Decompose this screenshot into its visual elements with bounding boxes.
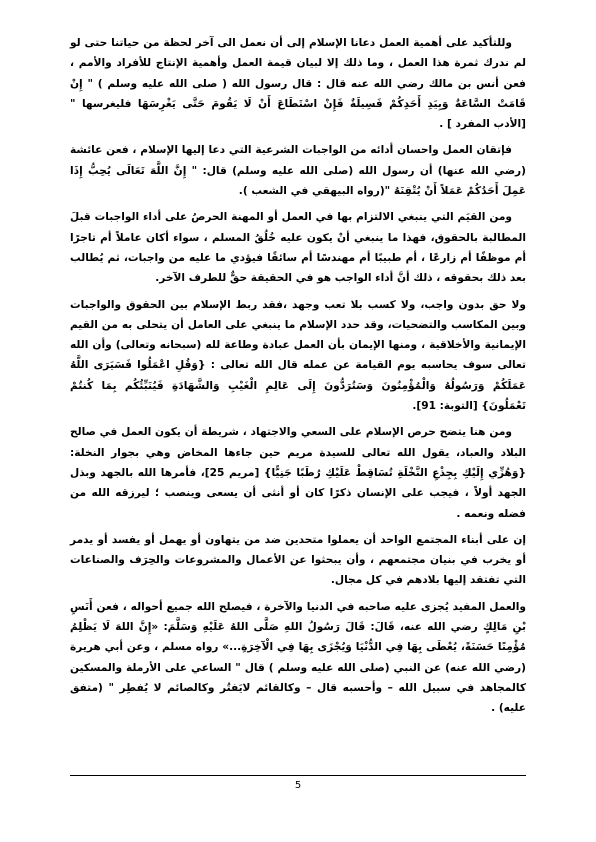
paragraph-reward-of-work: والعمل المفيد يُجزى عليه صاحبه في الدنيا والآخرة ، فيصلح الله جميع أحواله ، فعن أَنَسِ بْنِ مَالِكٍ رضي الله عنه، قَالَ: قَالَ رَسُولُ اللهِ صَلَّى اللهُ عَلَيْهِ وَسَلَّمَ: «إِنَّ اللهَ لَا يَظْلِمُ مُؤْمِنًا حَسَنَةً، يُعْطَى بِهَا فِي الدُّنْيَا وَيُجْزَى بِهَا فِي الْآخِرَةِ...» رواه مسلم ، وعن أبي هريرة (رضي الله عنه) عن النبي (صلى الله عليه وسلم ) قال " الساعي على الأرملة والمسكين كالمجاهد في سبيل الله – وأحسبه قال – وكالقائم لايَفتُر وكالصائم لا يُفطِر " (متفق عليه) .: [70, 600, 526, 715]
paragraph-rights-and-duties: ولا حق بدون واجب، ولا كسب بلا تعب وجهد ،فقد ربط الإسلام بين الحقوق والواجبات وبين المكاسب والتضحيات، وقد حدد الإسلام ما ينبغي على العامل أن يتحلى به من القيم الإيمانية والأخلاقية ، ومنها الإيمان بأن العمل عبادة وطاعة لله (سبحانه وتعالى) وأن الله تعالى سوف يحاسبه يوم القيامة عن عمله قال الله تعالى : {وَقُلِ اعْمَلُوا فَسَيَرَى اللَّهُ عَمَلَكُمْ وَرَسُولُهُ وَالْمُؤْمِنُونَ وَسَتُرَدُّونَ إِلَى عَالِمِ الْغَيْبِ وَالشَّهَادَةِ فَيُنَبِّئُكُم بِمَا كُنتُمْ تَعْمَلُونَ} [التوبة: 91].: [70, 298, 526, 413]
paragraph-work-importance: وللتأكيد على أهمية العمل دعانا الإسلام إلى أن نعمل الى آخر لحظة من حياتنا حتى لو لم ندرك ثمرة هذا العمل ، وما ذلك إلا لبيان قيمة العمل وأهمية الإنتاج للأفراد والأمم ، فعن أنس بن مالك رضي الله عنه قال : قال رسول الله ( صلى الله عليه وسلم ) " إِنْ قَامَتْ السَّاعَةُ وَبِيَدِ أَحَدِكُمْ فَسِيلَةٌ فَإِنْ اسْتَطَاعَ أَنْ لَا يَقُومَ حَتَّى يَغْرِسَهَا فليغرسها " [الأدب المفرد ] .: [70, 37, 526, 131]
paragraph-community-unity: إن على أبناء المجتمع الواحد أن يعملوا متحدين ضد من يتهاون أو يهمل أو يفسد أو يدمر أو يخرب في بنيان مجتمعهم ، وأن يبحثوا عن الأعمال والمشروعات والحِرَف والصناعات التي تفتقد إليها بلادهم في كل مجال.: [70, 533, 526, 587]
paragraph-work-perfection: فإتقان العمل واحسان أدائه من الواجبات الشرعية التي دعا إليها الإسلام ، فعن عائشة (رضي الله عنها) أن رسول الله (صلى الله عليه وسلم) قال: " إِنَّ اللَّهَ تَعَالَى يُحِبُّ إِذَا عَمِلَ أَحَدُكُمْ عَمَلاً أَنْ يُتْقِنَهُ "(رواه البيهقي في الشعب ).: [70, 144, 526, 198]
paragraph-effort-and-striving: ومن هنا يتضح حرص الإسلام على السعي والاجتهاد ، شريطة أن يكون العمل في صالح البلاد والعباد، يقول الله تعالى للسيدة مريم حين جاءها المخاض وهي بجوار النخلة: {وَهُزِّي إِلَيْكِ بِجِذْعِ النَّخْلَةِ تُسَاقِطْ عَلَيْكِ رُطَبًا جَنِيًّا} [مريم 25]، فأمرها الله بالجهد وبذل الجهد أولاً ، فيجب على الإنسان ذكرًا كان أو أنثى أن يسعى وينصب ؛ ليرزقه الله من فضله ونعمه .: [70, 426, 527, 520]
paragraph-duties-before-rights: ومن القيَم التي ينبغي الالتزام بها في العمل أو المهنة الحرصُ على أداء الواجبات قبلَ المطالبة بالحقوق، فهذا ما ينبغي أنْ يكون عليه خُلُقُ المسلم ، سواء أكان عاملاً أم تاجرًا أم موظفًا أم زارعًا ، أم طبيبًا أم مهندسًا أم سائقًا فيؤدي ما عليه من واجبات، ثم يُطالب بعد ذلك بحقوقه ، ذلك أنَّ أداء الواجب هو في الحقيقة حقٌّ للطرف الآخر.: [70, 211, 526, 285]
page-number: 5: [294, 780, 302, 791]
footer-divider: [70, 775, 526, 776]
document-body: [70, 33, 526, 725]
